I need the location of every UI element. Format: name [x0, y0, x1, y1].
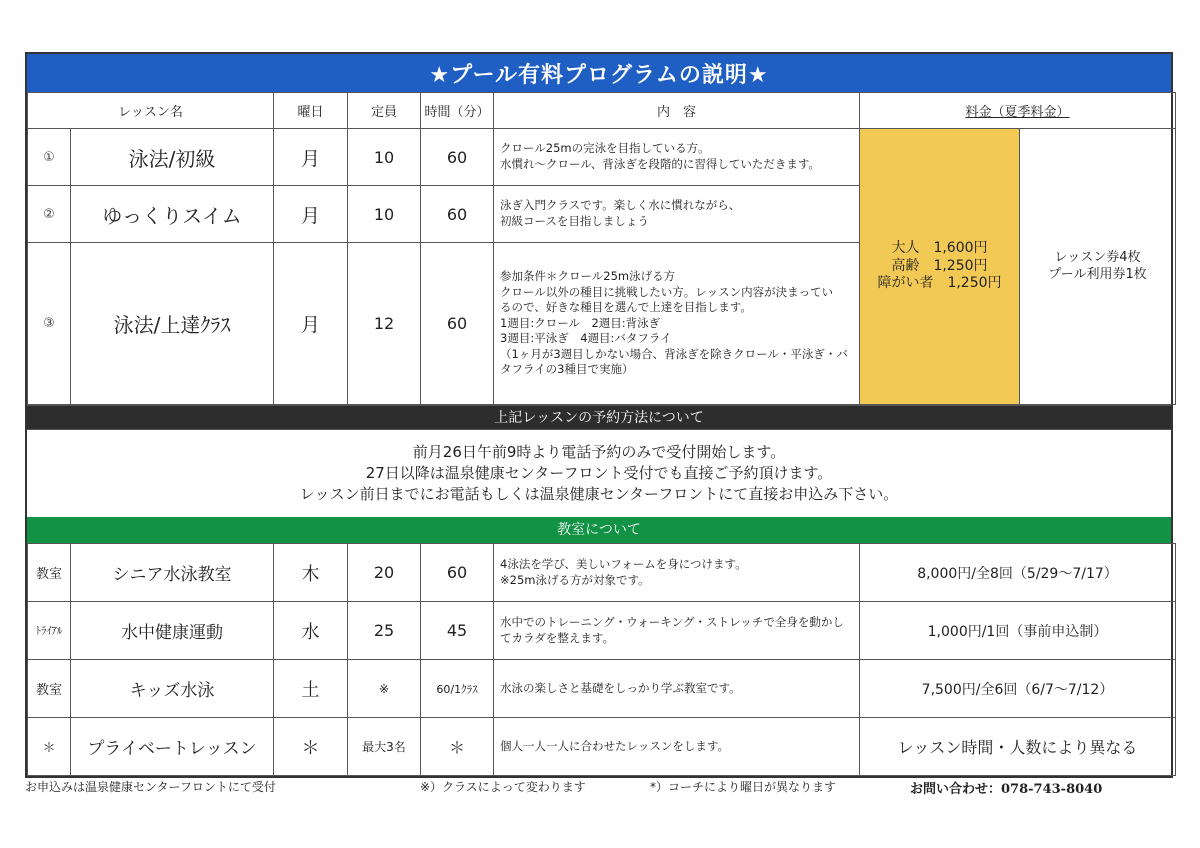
table-header-row [28, 93, 1176, 129]
header-capacity: 定員 [348, 93, 421, 129]
lesson-name: ゆっくりスイム [71, 186, 274, 243]
lesson-row [28, 129, 1176, 186]
header-content: 内 容 [494, 93, 860, 129]
class-minutes: ＊ [421, 718, 494, 776]
program-sheet [25, 52, 1173, 778]
class-row [28, 718, 1176, 776]
class-capacity: 最大3名 [348, 718, 421, 776]
lesson-day: 月 [274, 186, 348, 243]
lesson-name: 泳法/初級 [71, 129, 274, 186]
lesson-name: 泳法/上達ｸﾗｽ [71, 243, 274, 405]
class-day: 木 [274, 544, 348, 602]
class-description: 4泳法を学び、美しいフォームを身につけます。 ※25m泳げる方が対象です。 [494, 544, 860, 602]
classroom-table [27, 543, 1176, 776]
class-tag: 教室 [28, 660, 71, 718]
lesson-description: 参加条件＊クロール25m泳げる方 クロール以外の種目に挑戦したい方。レッスン内容が決まってい るので、好きな種目を選んで上達を目指します。 1週目:クロール 2週目:背泳ぎ 3週目:平泳ぎ 4週目:バタフライ （1ヶ月が3週目しかない場合、背泳ぎを除きクロール・平泳ぎ・バ タフライの3種目で実施） [494, 243, 860, 405]
class-row [28, 544, 1176, 602]
lesson-day: 月 [274, 129, 348, 186]
header-day: 曜日 [274, 93, 348, 129]
reservation-line: 前月26日午前9時より電話予約のみで受付開始します。 [412, 443, 786, 461]
class-fee: 8,000円/全8回（5/29～7/17） [860, 544, 1176, 602]
lesson-capacity: 10 [348, 129, 421, 186]
header-lesson-name: レッスン名 [28, 93, 274, 129]
class-description: 水泳の楽しさと基礎をしっかり学ぶ教室です。 [494, 660, 860, 718]
lesson-capacity: 12 [348, 243, 421, 405]
lesson-number: ② [28, 186, 71, 243]
header-fee: 料金（夏季料金） [860, 93, 1176, 129]
header-minutes: 時間（分） [421, 93, 494, 129]
lesson-capacity: 10 [348, 186, 421, 243]
lesson-day: 月 [274, 243, 348, 405]
class-minutes: 45 [421, 602, 494, 660]
class-capacity: 25 [348, 602, 421, 660]
footer-apply-note: お申込みは温泉健康センターフロントにて受付 [25, 780, 276, 794]
class-minutes: 60 [421, 544, 494, 602]
lesson-table [27, 92, 1176, 405]
class-name: シニア水泳教室 [71, 544, 274, 602]
class-description: 水中でのトレーニング・ウォーキング・ストレッチで全身を動かし てカラダを整えます。 [494, 602, 860, 660]
class-name: キッズ水泳 [71, 660, 274, 718]
page-title: ★プール有料プログラムの説明★ [27, 54, 1171, 92]
class-tag: ﾄﾗｲｱﾙ [28, 602, 71, 660]
footer-coach-note: *）コーチにより曜日が異なります [650, 780, 837, 794]
footer-contact: お問い合わせ：078-743-8040 [910, 782, 1103, 797]
class-tag: ＊ [28, 718, 71, 776]
lesson-description: 泳ぎ入門クラスです。楽しく水に慣れながら、 初級コースを目指しましょう [494, 186, 860, 243]
class-day: 土 [274, 660, 348, 718]
lesson-minutes: 60 [421, 129, 494, 186]
class-description: 個人一人一人に合わせたレッスンをします。 [494, 718, 860, 776]
reservation-line: レッスン前日までにお電話もしくは温泉健康センターフロントにて直接お申込み下さい。 [299, 485, 899, 503]
class-day: ＊ [274, 718, 348, 776]
lesson-number: ③ [28, 243, 71, 405]
price-list: 大人 1,600円 高齢 1,250円 障がい者 1,250円 [877, 240, 1002, 292]
class-fee: 1,000円/1回（事前申込制） [860, 602, 1176, 660]
class-row [28, 602, 1176, 660]
footer-class-note: ※）クラスによって変わります [420, 780, 586, 794]
ticket-info: レッスン券4枚 プール利用券1枚 [1020, 129, 1176, 405]
reservation-notice [27, 429, 1171, 517]
class-fee: 7,500円/全6回（6/7～7/12） [860, 660, 1176, 718]
price-cell [860, 129, 1020, 405]
class-minutes: 60/1ｸﾗｽ [421, 660, 494, 718]
lesson-minutes: 60 [421, 186, 494, 243]
class-capacity: ※ [348, 660, 421, 718]
class-row [28, 660, 1176, 718]
class-name: プライベートレッスン [71, 718, 274, 776]
lesson-number: ① [28, 129, 71, 186]
reservation-heading: 上記レッスンの予約方法について [27, 405, 1171, 429]
lesson-minutes: 60 [421, 243, 494, 405]
class-day: 水 [274, 602, 348, 660]
class-tag: 教室 [28, 544, 71, 602]
class-capacity: 20 [348, 544, 421, 602]
lesson-description: クロール25mの完泳を目指している方。 水慣れ～クロール、背泳ぎを段階的に習得していただきます。 [494, 129, 860, 186]
footer [25, 778, 1173, 797]
class-fee: レッスン時間・人数により異なる [860, 718, 1176, 776]
class-name: 水中健康運動 [71, 602, 274, 660]
reservation-line: 27日以降は温泉健康センターフロント受付でも直接ご予約頂けます。 [365, 464, 833, 482]
classroom-heading: 教室について [27, 517, 1171, 543]
